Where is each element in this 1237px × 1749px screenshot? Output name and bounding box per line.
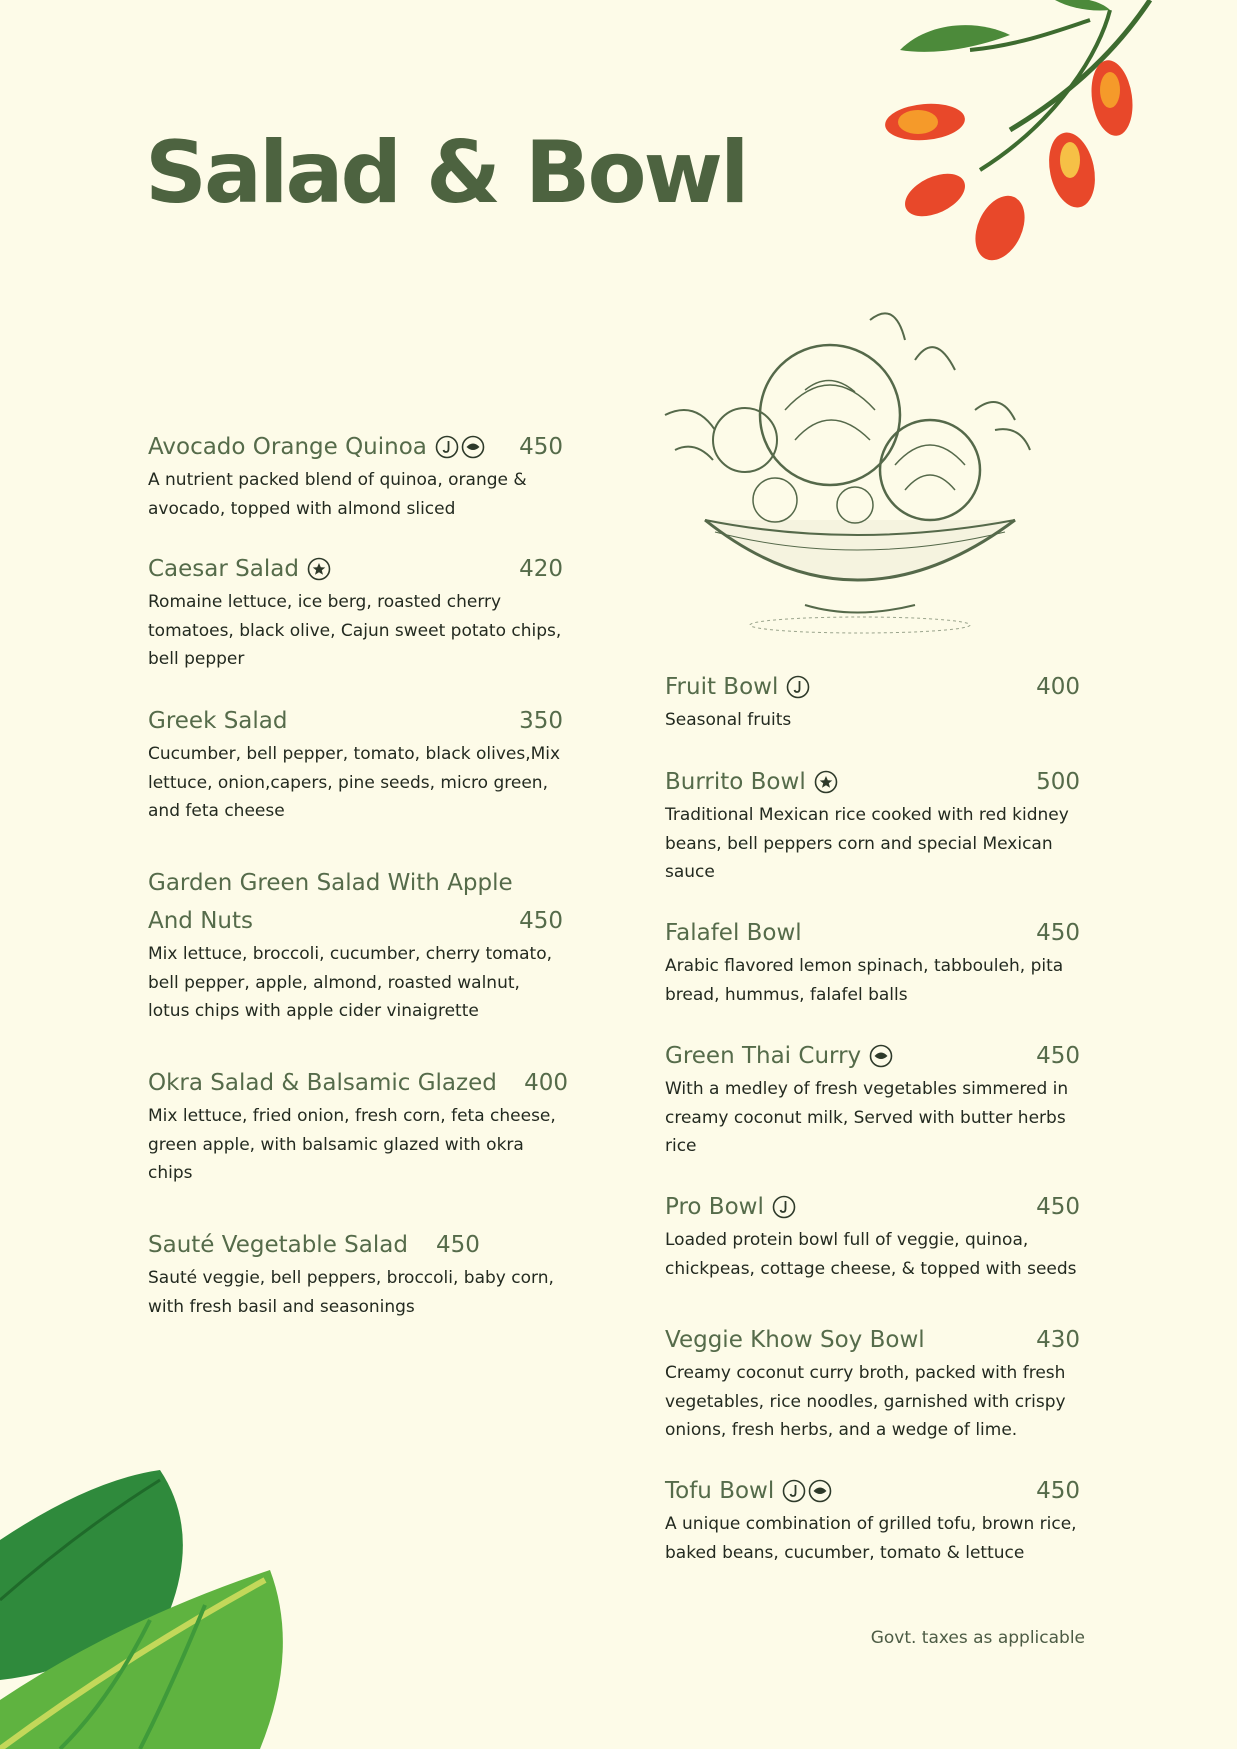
item-description: Creamy coconut curry broth, packed with fresh vegetables, rice noodles, garnished with crispy onions, fresh herbs, and a wedge of lime.: [665, 1363, 1066, 1440]
item-price: 450: [519, 434, 563, 460]
jain-icon: [772, 1195, 796, 1219]
tax-note: Govt. taxes as applicable: [870, 1628, 1085, 1648]
item-description: A unique combination of grilled tofu, brown rice, baked beans, cucumber, tomato & lettuce: [665, 1514, 1077, 1563]
item-name: Caesar Salad: [148, 556, 299, 582]
item-name-continued: And Nuts: [148, 908, 254, 934]
item-name: Greek Salad: [148, 708, 288, 734]
item-description: Arabic flavored lemon spinach, tabbouleh, pita bread, hummus, falafel balls: [665, 956, 1064, 1005]
item-name: Garden Green Salad With Apple: [148, 870, 513, 896]
item-price: 450: [1036, 920, 1080, 946]
item-description: With a medley of fresh vegetables simmered in creamy coconut milk, Served with butter herbs rice: [665, 1079, 1069, 1156]
item-description: Romaine lettuce, ice berg, roasted cherry tomatoes, black olive, Cajun sweet potato chips, bell pepper: [148, 592, 562, 669]
item-description: Seasonal fruits: [665, 710, 792, 730]
item-name: Green Thai Curry: [665, 1043, 862, 1069]
item-description: Mix lettuce, fried onion, fresh corn, feta cheese, green apple, with balsamic glazed with okra chips: [148, 1106, 556, 1183]
menu-item-green-thai-curry[interactable]: [665, 1037, 1080, 1161]
vegan-icon: [461, 435, 485, 459]
item-name: Tofu Bowl: [665, 1478, 775, 1504]
item-price: 420: [519, 556, 563, 582]
item-price: 430: [1036, 1327, 1080, 1353]
item-name: Fruit Bowl: [665, 674, 779, 700]
item-price: 400: [1036, 674, 1080, 700]
item-price: 350: [519, 708, 563, 734]
jain-icon: [782, 1479, 806, 1503]
item-name: Burrito Bowl: [665, 769, 806, 795]
item-name: Pro Bowl: [665, 1194, 764, 1220]
menu-item-tofu-bowl[interactable]: [665, 1472, 1080, 1567]
menu-item-caesar-salad[interactable]: [148, 550, 563, 674]
menu-item-garden-green-salad[interactable]: [148, 864, 563, 1026]
menu-item-greek-salad[interactable]: [148, 702, 563, 826]
item-name: Avocado Orange Quinoa: [148, 434, 427, 460]
item-description: Traditional Mexican rice cooked with red kidney beans, bell peppers corn and special Mexican sauce: [665, 805, 1069, 882]
chef-special-icon: [307, 557, 331, 581]
item-price: 500: [1036, 769, 1080, 795]
menu-item-saute-vegetable-salad[interactable]: [148, 1226, 563, 1321]
item-name: Sauté Vegetable Salad: [148, 1232, 408, 1258]
item-description: A nutrient packed blend of quinoa, orange & avocado, topped with almond sliced: [148, 470, 527, 519]
menu-item-burrito-bowl[interactable]: [665, 763, 1080, 887]
item-price: 400: [524, 1070, 568, 1096]
item-name: Falafel Bowl: [665, 920, 802, 946]
chili-branch-illustration: [860, 0, 1160, 270]
salad-bowl-illustration: [655, 300, 1055, 640]
item-price: 450: [1036, 1478, 1080, 1504]
menu-item-falafel-bowl[interactable]: [665, 914, 1080, 1009]
menu-item-okra-salad[interactable]: [148, 1064, 568, 1188]
item-price: 450: [519, 908, 563, 934]
menu-item-avocado-orange-quinoa[interactable]: [148, 428, 563, 523]
item-description: Cucumber, bell pepper, tomato, black olives,Mix lettuce, onion,capers, pine seeds, micro green, and feta cheese: [148, 744, 561, 821]
item-price: 450: [1036, 1194, 1080, 1220]
menu-item-fruit-bowl[interactable]: [665, 668, 1080, 735]
item-description: Mix lettuce, broccoli, cucumber, cherry tomato, bell pepper, apple, almond, roasted walnut, lotus chips with apple cider vinaigrette: [148, 944, 552, 1021]
jain-icon: [786, 675, 810, 699]
menu-item-pro-bowl[interactable]: [665, 1188, 1080, 1283]
vegan-icon: [869, 1044, 893, 1068]
jain-icon: [435, 435, 459, 459]
item-name: Veggie Khow Soy Bowl: [665, 1327, 925, 1353]
item-name: Okra Salad & Balsamic Glazed: [148, 1070, 497, 1096]
vegan-icon: [808, 1479, 832, 1503]
page-title: Salad & Bowl: [145, 123, 747, 223]
item-price: 450: [1036, 1043, 1080, 1069]
chef-special-icon: [814, 770, 838, 794]
banana-leaf-illustration: [0, 1470, 310, 1749]
menu-item-veggie-khow-soy-bowl[interactable]: [665, 1321, 1080, 1445]
item-description: Loaded protein bowl full of veggie, quinoa, chickpeas, cottage cheese, & topped with seeds: [665, 1230, 1077, 1279]
item-price: 450: [435, 1232, 480, 1258]
item-description: Sauté veggie, bell peppers, broccoli, baby corn, with fresh basil and seasonings: [148, 1268, 554, 1317]
